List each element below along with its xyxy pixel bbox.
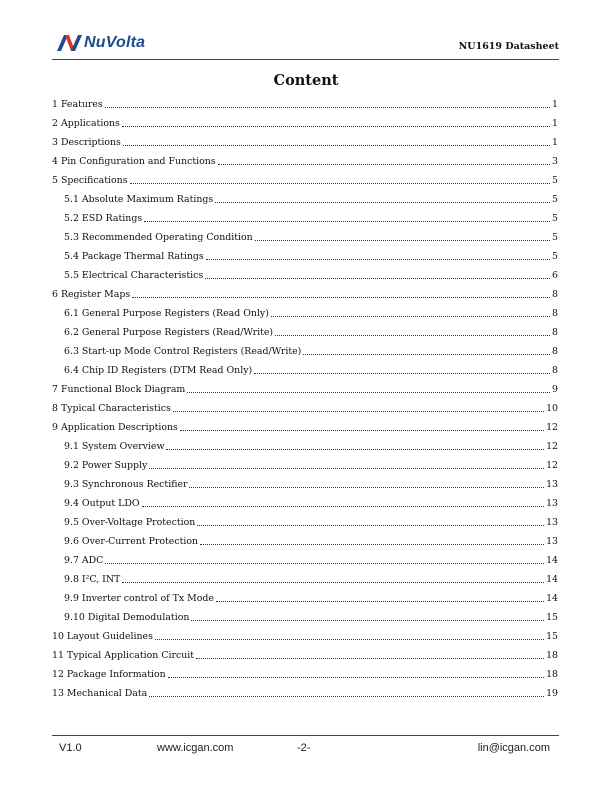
toc-entry-label[interactable]: 3 Descriptions [52, 137, 121, 148]
toc-entry-page[interactable]: 5 [552, 251, 558, 262]
toc-dot-leader [130, 183, 550, 184]
toc-entry[interactable] [52, 93, 558, 112]
toc-entry-page[interactable]: 8 [552, 365, 558, 376]
toc-dot-leader [218, 164, 550, 165]
toc-dot-leader [205, 278, 550, 279]
toc-entry-page[interactable]: 6 [552, 270, 558, 281]
footer-divider [52, 735, 559, 736]
toc-entry[interactable] [52, 568, 558, 587]
toc-entry-label[interactable]: 6.2 General Purpose Registers (Read/Write) [64, 327, 274, 338]
toc-entry[interactable] [52, 663, 558, 682]
toc-dot-leader [215, 202, 550, 203]
toc-entry-page[interactable]: 13 [546, 536, 558, 547]
toc-entry[interactable] [52, 644, 558, 663]
toc-dot-leader [196, 658, 544, 659]
toc-entry-page[interactable]: 18 [546, 669, 558, 680]
footer-page-number: -2- [297, 742, 311, 754]
toc-entry-label[interactable]: 9.8 I²C, INT [64, 574, 121, 585]
toc-dot-leader [191, 620, 544, 621]
toc-dot-leader [149, 696, 544, 697]
toc-dot-leader [132, 297, 550, 298]
nuvolta-logo [56, 33, 166, 55]
toc-dot-leader [122, 582, 544, 583]
toc-entry-page[interactable]: 1 [552, 137, 558, 148]
toc-entry[interactable] [52, 397, 558, 416]
toc-entry-page[interactable]: 13 [546, 498, 558, 509]
header-divider [52, 59, 559, 60]
toc-dot-leader [275, 335, 550, 336]
toc-entry-label[interactable]: 9.9 Inverter control of Tx Mode [64, 593, 214, 604]
toc-dot-leader [254, 373, 550, 374]
toc-entry[interactable] [52, 321, 558, 340]
toc-entry-page[interactable]: 19 [546, 688, 558, 699]
toc-entry-page[interactable]: 5 [552, 232, 558, 243]
toc-dot-leader [303, 354, 550, 355]
toc-entry-page[interactable]: 8 [552, 346, 558, 357]
toc-entry-page[interactable]: 8 [552, 327, 558, 338]
toc-entry-label[interactable]: 1 Features [52, 99, 103, 110]
toc-entry-label[interactable]: 5.1 Absolute Maximum Ratings [64, 194, 214, 205]
footer-website-link[interactable]: www.icgan.com [157, 742, 234, 754]
toc-entry-page[interactable]: 1 [552, 118, 558, 129]
logo-wordmark: NuVolta [84, 34, 146, 51]
toc-entry-page[interactable]: 14 [546, 574, 558, 585]
toc-dot-leader [105, 107, 550, 108]
toc-entry[interactable] [52, 549, 558, 568]
toc-entry-label[interactable]: 5.2 ESD Ratings [64, 213, 143, 224]
toc-entry-page[interactable]: 1 [552, 99, 558, 110]
toc-dot-leader [142, 506, 544, 507]
toc-entry-label[interactable]: 6.1 General Purpose Registers (Read Only) [64, 308, 269, 319]
toc-dot-leader [255, 240, 550, 241]
toc-entry-page[interactable]: 18 [546, 650, 558, 661]
toc-entry-page[interactable]: 5 [552, 175, 558, 186]
toc-entry[interactable] [52, 264, 558, 283]
toc-entry-label[interactable]: 9 Application Descriptions [52, 422, 178, 433]
toc-entry-label[interactable]: 9.2 Power Supply [64, 460, 148, 471]
toc-dot-leader [180, 430, 544, 431]
toc-entry-page[interactable]: 14 [546, 593, 558, 604]
document-title: NU1619 Datasheet [458, 41, 559, 52]
toc-entry[interactable] [52, 511, 558, 530]
toc-entry-label[interactable]: 13 Mechanical Data [52, 688, 148, 699]
toc-dot-leader [149, 468, 544, 469]
toc-entry[interactable] [52, 454, 558, 473]
toc-entry[interactable] [52, 378, 558, 397]
toc-entry-label[interactable]: 5.4 Package Thermal Ratings [64, 251, 204, 262]
toc-entry[interactable] [52, 359, 558, 378]
nuvolta-logo-mark-icon [56, 33, 84, 53]
toc-entry-page[interactable]: 5 [552, 194, 558, 205]
toc-entry[interactable] [52, 492, 558, 511]
toc-entry-label[interactable]: 8 Typical Characteristics [52, 403, 171, 414]
toc-entry[interactable] [52, 416, 558, 435]
toc-entry-label[interactable]: 11 Typical Application Circuit [52, 650, 195, 661]
toc-entry-label[interactable]: 5 Specifications [52, 175, 128, 186]
toc-dot-leader [155, 639, 544, 640]
toc-entry[interactable] [52, 606, 558, 625]
toc-entry-label[interactable]: 5.5 Electrical Characteristics [64, 270, 204, 281]
toc-entry-label[interactable]: 9.6 Over-Current Protection [64, 536, 199, 547]
toc-dot-leader [206, 259, 550, 260]
toc-dot-leader [123, 145, 550, 146]
toc-entry-page[interactable]: 12 [546, 460, 558, 471]
toc-entry-page[interactable]: 5 [552, 213, 558, 224]
toc-entry-label[interactable]: 12 Package Information [52, 669, 166, 680]
toc-dot-leader [271, 316, 550, 317]
toc-dot-leader [144, 221, 550, 222]
toc-entry-page[interactable]: 13 [546, 479, 558, 490]
toc-dot-leader [216, 601, 544, 602]
toc-entry-page[interactable]: 8 [552, 289, 558, 300]
toc-entry-page[interactable]: 12 [546, 422, 558, 433]
toc-dot-leader [189, 487, 544, 488]
toc-entry-label[interactable]: 9.3 Synchronous Rectifier [64, 479, 188, 490]
toc-entry-label[interactable]: 9.1 System Overview [64, 441, 165, 452]
toc-dot-leader [122, 126, 550, 127]
toc-entry[interactable] [52, 188, 558, 207]
toc-entry-page[interactable]: 15 [546, 631, 558, 642]
toc-entry[interactable] [52, 245, 558, 264]
toc-entry[interactable] [52, 530, 558, 549]
toc-entry-page[interactable]: 15 [546, 612, 558, 623]
toc-dot-leader [197, 525, 544, 526]
toc-entry-page[interactable]: 9 [552, 384, 558, 395]
toc-entry-label[interactable]: 2 Applications [52, 118, 120, 129]
toc-entry[interactable] [52, 302, 558, 321]
toc-dot-leader [166, 449, 544, 450]
toc-entry[interactable] [52, 587, 558, 606]
toc-entry[interactable] [52, 340, 558, 359]
table-of-contents [52, 93, 558, 701]
toc-entry-label[interactable]: 4 Pin Configuration and Functions [52, 156, 216, 167]
toc-entry-label[interactable]: 9.7 ADC [64, 555, 104, 566]
toc-dot-leader [168, 677, 544, 678]
toc-entry[interactable] [52, 435, 558, 454]
toc-entry-page[interactable]: 8 [552, 308, 558, 319]
toc-dot-leader [105, 563, 544, 564]
toc-entry-page[interactable]: 3 [552, 156, 558, 167]
toc-entry[interactable] [52, 226, 558, 245]
toc-entry-page[interactable]: 13 [546, 517, 558, 528]
toc-entry-page[interactable]: 14 [546, 555, 558, 566]
toc-entry-label[interactable]: 6.4 Chip ID Registers (DTM Read Only) [64, 365, 253, 376]
toc-entry-page[interactable]: 12 [546, 441, 558, 452]
toc-entry-label[interactable]: 9.10 Digital Demodulation [64, 612, 190, 623]
toc-entry-label[interactable]: 6.3 Start-up Mode Control Registers (Read/Write) [64, 346, 302, 357]
toc-dot-leader [173, 411, 544, 412]
toc-title: Content [273, 72, 339, 89]
toc-entry-label[interactable]: 5.3 Recommended Operating Condition [64, 232, 253, 243]
toc-entry-label[interactable]: 10 Layout Guidelines [52, 631, 153, 642]
toc-entry-label[interactable]: 7 Functional Block Diagram [52, 384, 186, 395]
toc-entry-page[interactable]: 10 [546, 403, 558, 414]
footer-version: V1.0 [59, 742, 82, 754]
toc-entry-label[interactable]: 9.5 Over-Voltage Protection [64, 517, 196, 528]
toc-entry[interactable] [52, 473, 558, 492]
toc-entry[interactable] [52, 682, 558, 701]
toc-entry[interactable] [52, 169, 558, 188]
toc-entry[interactable] [52, 112, 558, 131]
toc-entry-label[interactable]: 9.4 Output LDO [64, 498, 140, 509]
toc-entry[interactable] [52, 131, 558, 150]
toc-entry[interactable] [52, 207, 558, 226]
toc-entry-label[interactable]: 6 Register Maps [52, 289, 131, 300]
toc-entry[interactable] [52, 150, 558, 169]
toc-dot-leader [200, 544, 544, 545]
footer-email-link[interactable]: lin@icgan.com [477, 742, 550, 754]
toc-dot-leader [187, 392, 550, 393]
toc-entry[interactable] [52, 625, 558, 644]
toc-entry[interactable] [52, 283, 558, 302]
